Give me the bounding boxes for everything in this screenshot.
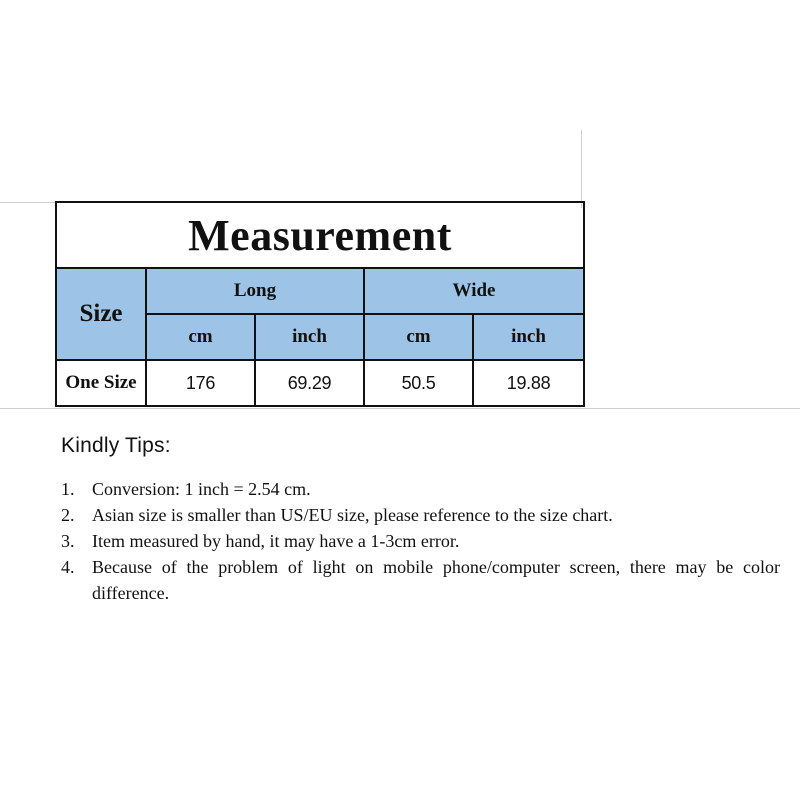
list-item-number: 1. <box>61 479 75 499</box>
guide-line-top <box>0 202 56 203</box>
row-label: One Size <box>56 360 146 406</box>
group-header-wide: Wide <box>364 268 584 314</box>
unit-header-long-cm: cm <box>146 314 255 360</box>
guide-line-bottom <box>0 408 800 409</box>
list-item-number: 3. <box>61 531 75 551</box>
unit-header-wide-cm: cm <box>364 314 473 360</box>
tips-title: Kindly Tips: <box>61 434 171 457</box>
list-item <box>0 502 780 528</box>
value-long-cm: 176 <box>146 360 255 406</box>
table-row <box>56 360 584 406</box>
list-item-text: Item measured by hand, it may have a 1-3cm error. <box>92 531 460 551</box>
list-item <box>0 528 780 554</box>
unit-header-wide-inch: inch <box>473 314 584 360</box>
value-long-inch: 69.29 <box>255 360 364 406</box>
list-item-text: Because of the problem of light on mobile phone/computer screen, there may be color difference. <box>92 557 780 603</box>
measurement-table <box>55 201 585 407</box>
value-wide-inch: 19.88 <box>473 360 584 406</box>
list-item-number: 2. <box>61 505 75 525</box>
unit-header-long-inch: inch <box>255 314 364 360</box>
list-item <box>0 476 780 502</box>
list-item <box>0 554 780 606</box>
tips-list <box>0 476 780 606</box>
group-header-long: Long <box>146 268 364 314</box>
guide-line-vertical <box>581 130 582 208</box>
list-item-text: Asian size is smaller than US/EU size, please reference to the size chart. <box>92 505 613 525</box>
list-item-text: Conversion: 1 inch = 2.54 cm. <box>92 479 311 499</box>
list-item-number: 4. <box>61 557 75 577</box>
value-wide-cm: 50.5 <box>364 360 473 406</box>
size-header: Size <box>56 268 146 360</box>
table-title: Measurement <box>56 202 584 268</box>
